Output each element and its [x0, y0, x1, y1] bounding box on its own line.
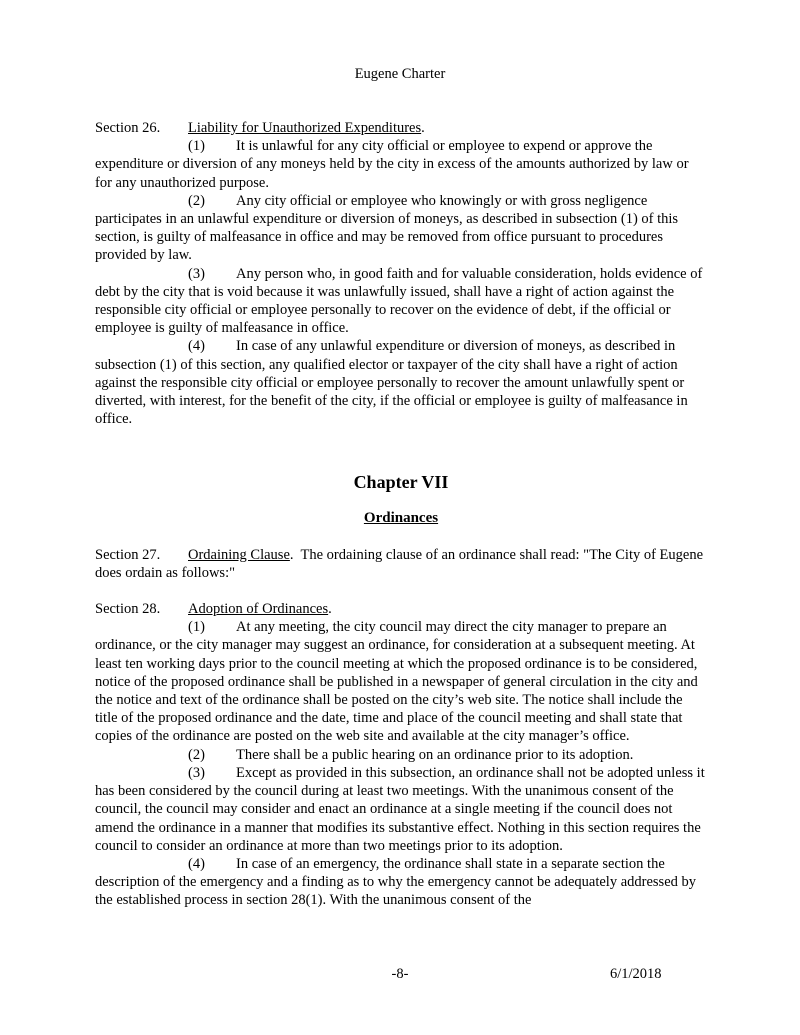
- section-28-para-2: (2) There shall be a public hearing on an ordinance prior to its adoption.: [188, 746, 634, 763]
- section-28-title: Adoption of Ordinances: [188, 601, 329, 618]
- document-body: [95, 119, 707, 910]
- chapter-subtitle: Ordinances: [363, 510, 439, 527]
- page-header: Eugene Charter: [354, 66, 446, 82]
- section-26-heading: Section 26. Liability for Unauthorized Expenditures.: [95, 120, 425, 136]
- section-26-para-1: (1) It is unlawful for any city official or employee to expend or approve the expenditure or diversion of any moneys held by the city in excess of the amounts authorized by law or for any unauthorized purpose.: [95, 138, 689, 191]
- page-number: -8-: [391, 966, 409, 982]
- section-26-para-2: (2) Any city official or employee who knowingly or with gross negligence participates in an unlawful expenditure or diversion of moneys, as described in subsection (1) of this section, is guilty of malfeasance in office and may be removed from office pursuant to procedures provided by law.: [95, 192, 679, 264]
- section-26-number: Section 26.: [95, 120, 161, 136]
- section-26-para-3: (3) Any person who, in good faith and for valuable consideration, holds evidence of debt by the city that is void because it was unlawfully issued, shall have a right of action against the responsible city official or employee personally to recover on the evidence of debt, if the official or employee is guilty of malfeasance in office.: [95, 265, 703, 337]
- section-27-text: The ordaining clause of an ordinance shall read: "The City of Eugene does ordain as follows:": [95, 546, 704, 581]
- section-27-title: Ordaining Clause: [188, 546, 290, 563]
- section-28-para-1: (1) At any meeting, the city council may direct the city manager to prepare an ordinance, or the city manager may suggest an ordinance, for consideration at a subsequent meeting. At least ten working days prior to the council meeting at which the proposed ordinance is to be considered, notice of the proposed ordinance shall be published in a newspaper of general circulation in the city and the notice and text of the ordinance shall be posted on the city’s web site. The notice shall include the title of the proposed ordinance and the date, time and place of the council meeting and shall state that copies of the ordinance are posted on the web site and available at the city manager’s office.: [95, 619, 698, 745]
- section-28-para-4: (4) In case of an emergency, the ordinance shall state in a separate section the description of the emergency and a finding as to why the emergency cannot be adequately addressed by the established process in section 28(1). With the unanimous consent of the: [95, 855, 697, 909]
- section-28-para-3: (3) Except as provided in this subsection, an ordinance shall not be adopted unless it has been considered by the council during at least two meetings. With the unanimous consent of the council, the council may consider and enact an ordinance at a single meeting if the council does not amend the ordinance in a manner that modifies its substantive effect. Nothing in this section requires the council to consider an ordinance at more than two meetings prior to its adoption.: [95, 764, 705, 854]
- section-28-heading: Section 28. Adoption of Ordinances.: [95, 601, 332, 618]
- section-26-para-4: (4) In case of any unlawful expenditure or diversion of moneys, as described in subsection (1) of this section, any qualified elector or taxpayer of the city shall have a right of action against the responsible city official or employee personally to recover the amount unlawfully spent or diverted, with interest, for the benefit of the city, if the official or employee is guilty of malfeasance in office.: [95, 338, 688, 428]
- revision-date: 6/1/2018: [610, 966, 662, 982]
- section-27-number: Section 27.: [95, 546, 161, 563]
- section-28-number: Section 28.: [95, 601, 161, 618]
- section-27: Section 27. Ordaining Clause. The ordaining clause of an ordinance shall read: "The City of Eugene does ordain as follows:": [95, 546, 704, 581]
- section-26-title: Liability for Unauthorized Expenditures: [188, 120, 422, 136]
- chapter-title: Chapter VII: [353, 472, 449, 493]
